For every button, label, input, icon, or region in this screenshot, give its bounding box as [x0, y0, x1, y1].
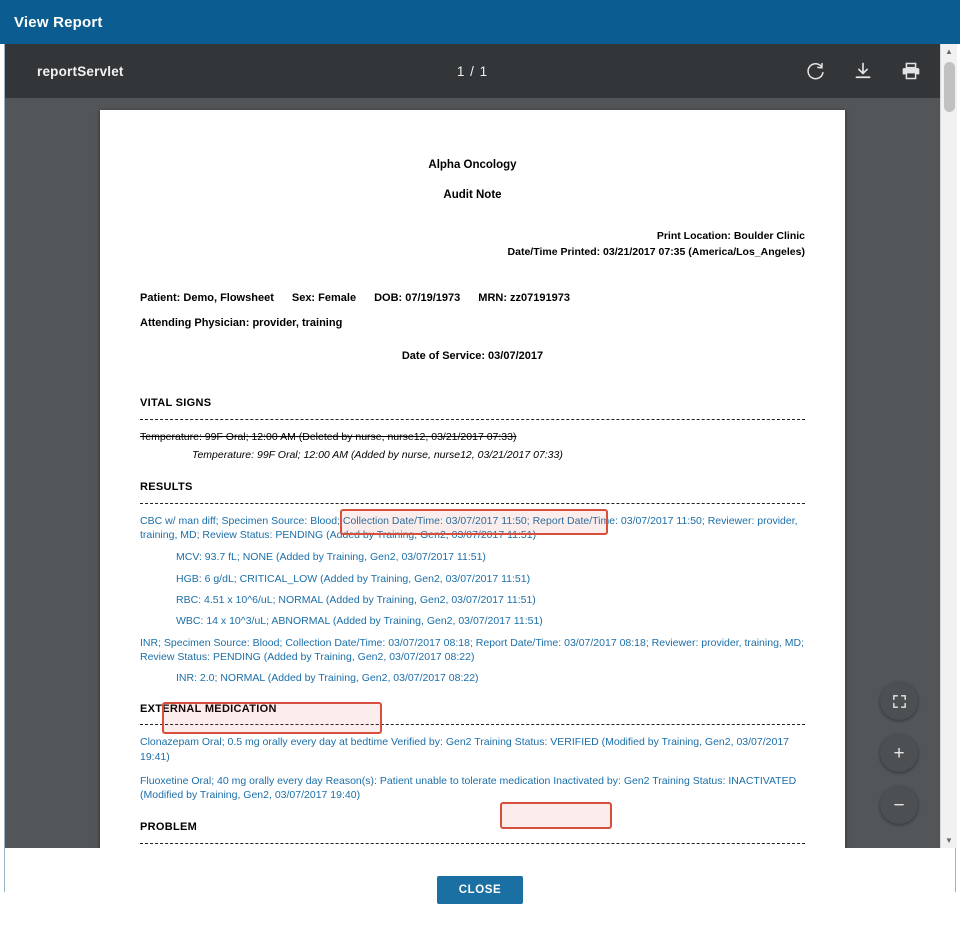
pdf-toolbar	[5, 44, 940, 98]
viewer-scrollbar[interactable]	[940, 44, 957, 848]
report-print-info	[140, 229, 805, 261]
vital-deleted-value: Temperature: 99F Oral; 12:00 AM	[140, 430, 296, 443]
zoom-in-button[interactable]: +	[880, 734, 918, 772]
pdf-viewer	[5, 44, 957, 848]
section-title-problem: PROBLEM	[140, 821, 198, 834]
attending-physician: Attending Physician: provider, training	[140, 317, 343, 330]
section-title-results: RESULTS	[140, 481, 193, 494]
dialog-title-bar	[0, 0, 960, 44]
report-doc-type: Audit Note	[443, 188, 502, 201]
medication-clonazepam: Clonazepam Oral; 0.5 mg orally every day at bedtime Verified by: Gen2 Training Status: VERIFIED (Modified by Training, Gen2, 03/07/2017 19:41)	[140, 736, 790, 763]
section-divider	[140, 843, 805, 844]
vital-added-row: Temperature: 99F Oral; 12:00 AM (Added by nurse, nurse12, 03/21/2017 07:33)	[192, 449, 563, 462]
section-divider	[140, 724, 805, 725]
download-icon[interactable]	[852, 60, 874, 82]
print-icon[interactable]	[900, 60, 922, 82]
result-inr-header: INR; Specimen Source: Blood; Collection Date/Time: 03/07/2017 08:18; Report Date/Time: 03/07/2017 08:18; Reviewer: provider, training, MD; Review Status: PENDING (Added by Training, Gen2, 03/07/2017 08:22)	[140, 637, 804, 664]
result-wbc: WBC: 14 x 10^3/uL; ABNORMAL (Added by Training, Gen2, 03/07/2017 11:51)	[176, 614, 543, 627]
section-divider	[140, 503, 805, 504]
print-datetime: Date/Time Printed: 03/21/2017 07:35 (America/Los_Angeles)	[507, 245, 805, 258]
section-divider	[140, 419, 805, 420]
patient-sex: Sex: Female	[291, 291, 357, 304]
report-content	[100, 110, 845, 844]
report-page	[100, 110, 845, 848]
rotate-icon[interactable]	[804, 60, 826, 82]
section-title-external-medication: EXTERNAL MEDICATION	[140, 702, 277, 715]
zoom-controls	[880, 682, 918, 824]
vital-deleted-note: (Deleted by nurse, nurse12, 03/21/2017 07:33)	[295, 430, 517, 443]
scrollbar-thumb[interactable]	[944, 62, 955, 112]
result-mcv: MCV: 93.7 fL; NONE (Added by Training, Gen2, 03/07/2017 11:51)	[176, 551, 486, 564]
dialog-body	[4, 44, 956, 896]
result-rbc: RBC: 4.51 x 10^6/uL; NORMAL (Added by Training, Gen2, 03/07/2017 11:51)	[176, 593, 536, 606]
pdf-page-area[interactable]	[5, 98, 940, 848]
pdf-toolbar-actions	[804, 60, 922, 82]
zoom-out-button[interactable]: −	[880, 786, 918, 824]
fit-to-page-icon[interactable]	[880, 682, 918, 720]
result-inr-value: INR: 2.0; NORMAL (Added by Training, Gen2, 03/07/2017 08:22)	[176, 672, 479, 685]
patient-name: Patient: Demo, Flowsheet	[140, 291, 274, 304]
scroll-up-icon[interactable]: ▲	[945, 47, 953, 56]
patient-mrn: MRN: zz07191973	[478, 291, 570, 304]
medication-fluoxetine: Fluoxetine Oral; 40 mg orally every day Reason(s): Patient unable to tolerate medication Inactivated by: Gen2 Training Status: INACTIVATED (Modified by Training, Gen2, 03/07/2017 19:40)	[140, 774, 797, 801]
result-hgb: HGB: 6 g/dL; CRITICAL_LOW (Added by Training, Gen2, 03/07/2017 11:51)	[176, 572, 531, 585]
page-title: View Report	[14, 13, 103, 31]
section-title-vital-signs: VITAL SIGNS	[140, 397, 212, 410]
pdf-page-indicator: 1 / 1	[456, 63, 489, 79]
result-cbc-header: CBC w/ man diff; Specimen Source: Blood; Collection Date/Time: 03/07/2017 11:50; Report Date/Time: 03/07/2017 11:50; Reviewer: provider, training, MD; Review Status: PENDING (Added by Training, Gen2, 03/07/2017 11:51)	[140, 515, 798, 542]
patient-demographics-line	[140, 291, 805, 306]
report-clinic-name: Alpha Oncology	[428, 159, 517, 171]
dialog-footer	[5, 848, 955, 931]
scroll-down-icon[interactable]: ▼	[945, 836, 953, 845]
close-button[interactable]: CLOSE	[437, 876, 524, 904]
vital-deleted-row	[140, 430, 805, 444]
patient-dob: DOB: 07/19/1973	[374, 291, 461, 304]
pdf-document-name: reportServlet	[37, 63, 124, 79]
print-location: Print Location: Boulder Clinic	[656, 230, 805, 243]
date-of-service: Date of Service: 03/07/2017	[401, 350, 544, 363]
